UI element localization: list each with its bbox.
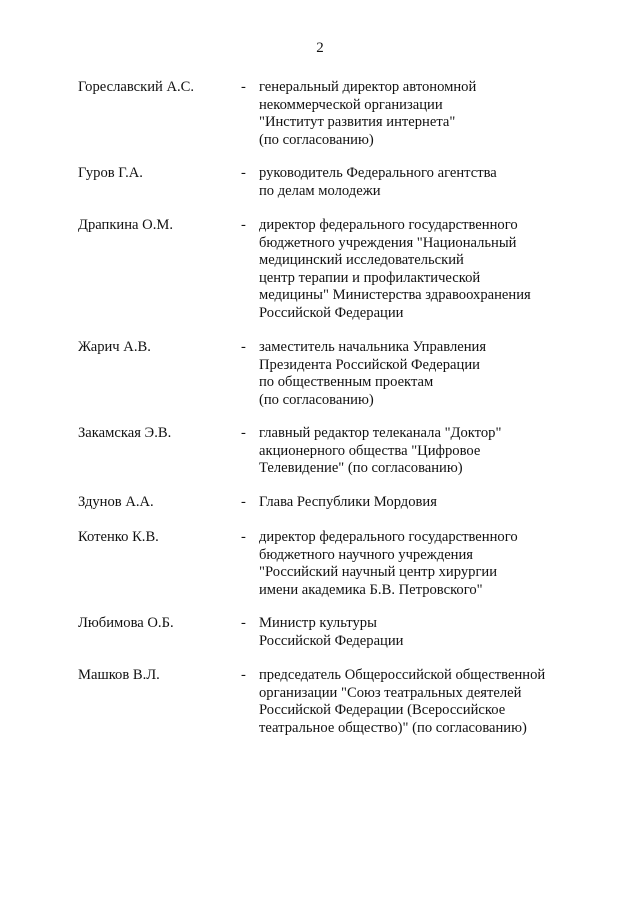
entry-dash: - [241,79,246,95]
description-line: некоммерческой организации [259,96,443,113]
page-number: 2 [316,40,324,56]
entry-kotenko [78,529,578,619]
entry-name: Здунов А.А. [78,494,154,510]
entry-name: Любимова О.Б. [78,615,174,631]
description-line: имени академика Б.В. Петровского" [259,581,483,598]
entry-description [259,79,476,149]
description-line: центр терапии и профилактической [259,269,481,286]
description-line: Глава Республики Мордовия [259,494,437,510]
description-line: Российской Федерации [259,632,404,649]
description-line: по общественным проектам [259,374,434,391]
entry-dash: - [241,667,246,683]
entry-goreslavsky [78,79,578,169]
entry-description [259,165,497,200]
description-line: по делам молодежи [259,182,381,199]
entry-dash: - [241,529,246,545]
description-line: (по согласованию) [259,131,374,148]
entry-name: Котенко К.В. [78,529,159,545]
entry-mashkov [78,667,578,757]
description-line: театральное общество)" (по согласованию) [259,719,527,736]
description-line: Министр культуры [259,615,377,631]
entry-name: Жарич А.В. [78,339,151,355]
description-line: председатель Общероссийской общественной [259,667,546,683]
entry-name: Гуров Г.А. [78,165,143,181]
entry-description [259,494,437,512]
description-line: акционерного общества "Цифровое [259,442,481,459]
description-line: медицины" Министерства здравоохранения [259,287,531,304]
entry-name: Закамская Э.В. [78,425,172,441]
description-line: директор федерального государственного [259,529,518,545]
entry-description [259,667,545,737]
description-line: "Российский научный центр хирургии [259,564,498,581]
description-line: "Институт развития интернета" [259,114,456,131]
description-line: генеральный директор автономной [259,79,477,95]
description-line: Российской Федерации [259,304,404,321]
entry-dash: - [241,615,246,631]
description-line: медицинский исследовательский [259,252,464,269]
description-line: Российской Федерации (Всероссийское [259,702,506,719]
entry-dash: - [241,425,246,441]
description-line: главный редактор телеканала "Доктор" [259,425,502,441]
description-line: директор федерального государственного [259,217,518,233]
entry-zharich [78,339,578,429]
description-line: организации "Союз театральных деятелей [259,684,522,701]
entry-description [259,339,486,409]
entry-description [259,217,531,323]
description-line: заместитель начальника Управления [259,339,487,355]
entry-description [259,615,404,650]
description-line: руководитель Федерального агентства [259,165,497,181]
entry-dash: - [241,339,246,355]
description-line: Телевидение" (по согласованию) [259,460,463,477]
entry-drapkina [78,217,578,321]
description-line: (по согласованию) [259,391,374,408]
entry-description [259,529,518,599]
description-line: Президента Российской Федерации [259,356,480,373]
entry-dash: - [241,217,246,233]
entry-name: Машков В.Л. [78,667,160,683]
entry-dash: - [241,165,246,181]
description-line: бюджетного научного учреждения [259,546,474,563]
entry-description [259,425,501,478]
entry-dash: - [241,494,246,510]
entry-name: Гореславский А.С. [78,79,195,95]
description-line: бюджетного учреждения "Национальный [259,234,517,251]
entry-name: Драпкина О.М. [78,217,173,233]
